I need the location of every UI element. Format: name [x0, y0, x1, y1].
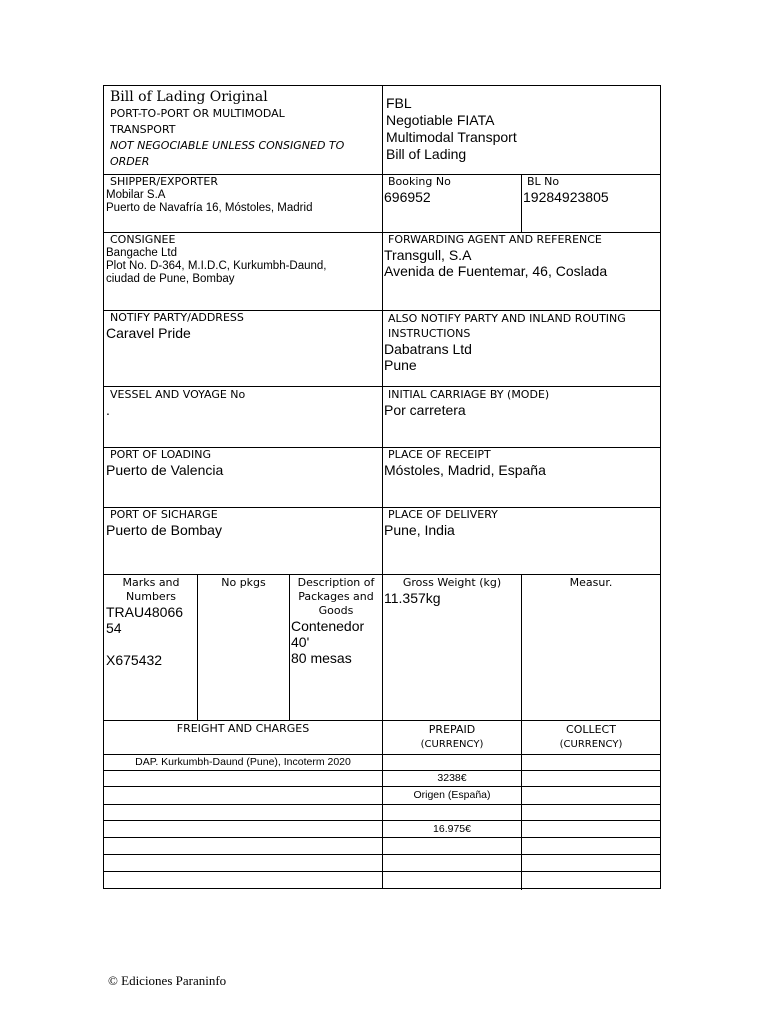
- freight-prepaid: 3238€: [437, 772, 467, 784]
- notify-label: NOTIFY PARTY/ADDRESS: [110, 311, 244, 324]
- booking-number: 696952: [384, 189, 431, 205]
- also-notify-cell: [384, 311, 658, 385]
- consignee-address: Plot No. D-364, M.I.D.C, Kurkumbh-Daund,: [106, 260, 327, 272]
- fbl-line: Negotiable FIATA: [386, 112, 495, 128]
- freight-row: [104, 805, 660, 820]
- consignee-address: ciudad de Pune, Bombay: [106, 273, 235, 285]
- description-label: Description of: [297, 576, 375, 589]
- freight-prepaid: 16.975€: [433, 823, 471, 835]
- marks-cell: [106, 576, 196, 719]
- collect-label: COLLECT: [566, 723, 616, 736]
- initial-carriage-label: INITIAL CARRIAGE BY (MODE): [388, 388, 550, 401]
- place-receipt-cell: [384, 448, 658, 506]
- port-discharge-cell: [106, 508, 380, 572]
- also-notify-label: ALSO NOTIFY PARTY AND INLAND ROUTING: [388, 312, 626, 325]
- measure-label: Measur.: [569, 576, 613, 589]
- row-divider: [104, 574, 660, 575]
- freight-charge: DAP. Kurkumbh-Daund (Pune), Incoterm 2020: [135, 756, 351, 768]
- transport-type-line: TRANSPORT: [110, 123, 176, 136]
- freight-row: [104, 855, 660, 871]
- forwarding-label: FORWARDING AGENT AND REFERENCE: [388, 233, 602, 246]
- vessel-value: .: [106, 402, 110, 418]
- fbl-line: FBL: [386, 95, 412, 111]
- transport-type-line: PORT-TO-PORT OR MULTIMODAL: [110, 107, 285, 120]
- marks-value: 54: [106, 620, 122, 636]
- place-receipt-label: PLACE OF RECEIPT: [388, 448, 491, 461]
- negotiability-notice: ORDER: [110, 155, 150, 168]
- document-title-block: [110, 88, 378, 174]
- gross-weight-cell: [384, 576, 520, 719]
- shipper-cell: [106, 175, 380, 231]
- port-loading-value: Puerto de Valencia: [106, 462, 224, 478]
- bl-cell: [523, 175, 659, 231]
- shipper-name: Mobilar S.A: [106, 189, 166, 201]
- marks-value: [106, 636, 196, 652]
- prepaid-header-cell: [384, 722, 520, 754]
- description-label: Packages and: [298, 590, 374, 603]
- collect-currency-label: (CURRENCY): [559, 739, 623, 750]
- bl-label: BL No: [527, 175, 560, 188]
- document-title: Bill of Lading Original: [110, 89, 268, 105]
- booking-cell: [384, 175, 520, 231]
- row-divider: [104, 386, 660, 387]
- consignee-name: Bangache Ltd: [106, 247, 177, 259]
- notify-cell: [106, 311, 380, 385]
- marks-value: X675432: [106, 652, 163, 668]
- shipper-label: SHIPPER/EXPORTER: [110, 175, 218, 188]
- consignee-cell: [106, 233, 380, 309]
- negotiability-notice: NOT NEGOCIABLE UNLESS CONSIGNED TO: [110, 139, 345, 152]
- freight-row: [104, 771, 660, 786]
- place-delivery-value: Pune, India: [384, 522, 455, 538]
- marks-label: Marks and: [122, 576, 180, 589]
- description-label: Goods: [318, 604, 354, 617]
- port-loading-cell: [106, 448, 380, 506]
- center-divider: [382, 86, 383, 720]
- initial-carriage-value: Por carretera: [384, 402, 466, 418]
- forwarding-cell: [384, 233, 658, 309]
- freight-row: [104, 755, 660, 770]
- port-loading-label: PORT OF LOADING: [110, 448, 212, 461]
- initial-carriage-cell: [384, 388, 658, 446]
- copyright-footer: © Ediciones Paraninfo: [108, 973, 227, 988]
- fbl-line: Multimodal Transport: [386, 129, 517, 145]
- booking-bl-divider: [521, 174, 522, 232]
- booking-label: Booking No: [388, 175, 451, 188]
- description-cell: [291, 576, 381, 719]
- measure-cell: [523, 576, 659, 719]
- pkgs-label: No pkgs: [221, 576, 266, 589]
- gross-weight-label: Gross Weight (kg): [402, 576, 502, 589]
- freight-label: FREIGHT AND CHARGES: [176, 722, 310, 735]
- freight-prepaid: Origen (España): [413, 789, 491, 801]
- description-value: Contenedor: [291, 618, 365, 634]
- pkgs-cell: [199, 576, 288, 719]
- shipper-address: Puerto de Navafría 16, Móstoles, Madrid: [106, 202, 313, 214]
- fbl-block: [386, 95, 656, 173]
- consignee-label: CONSIGNEE: [110, 233, 176, 246]
- also-notify-city: Pune: [384, 357, 417, 373]
- gross-weight-value: 11.357kg: [384, 590, 441, 606]
- freight-row: [104, 872, 660, 888]
- bill-of-lading-form: [103, 85, 661, 889]
- description-value: 40': [291, 634, 310, 650]
- collect-header-cell: [523, 722, 659, 754]
- place-delivery-cell: [384, 508, 658, 572]
- place-receipt-value: Móstoles, Madrid, España: [384, 462, 546, 478]
- forwarding-agent: Transgull, S.A: [384, 247, 472, 263]
- freight-row: [104, 787, 660, 804]
- vessel-cell: [106, 388, 380, 446]
- bl-number: 19284923805: [523, 189, 609, 205]
- also-notify-label: INSTRUCTIONS: [388, 327, 471, 340]
- freight-row: [104, 838, 660, 854]
- marks-label: Numbers: [126, 590, 176, 603]
- place-delivery-label: PLACE OF DELIVERY: [388, 508, 498, 521]
- freight-row: [104, 821, 660, 837]
- vessel-label: VESSEL AND VOYAGE No: [110, 388, 246, 401]
- port-discharge-value: Puerto de Bombay: [106, 522, 222, 538]
- forwarding-address: Avenida de Fuentemar, 46, Coslada: [384, 263, 608, 279]
- marks-value: TRAU48066: [106, 604, 184, 620]
- also-notify-party: Dabatrans Ltd: [384, 341, 472, 357]
- goods-divider: [289, 574, 290, 720]
- freight-label-cell: [106, 722, 380, 754]
- fbl-line: Bill of Lading: [386, 146, 467, 162]
- prepaid-label: PREPAID: [428, 723, 476, 736]
- prepaid-currency-label: (CURRENCY): [420, 739, 484, 750]
- goods-divider: [197, 574, 198, 720]
- notify-party: Caravel Pride: [106, 325, 191, 341]
- port-discharge-label: PORT OF SICHARGE: [110, 508, 218, 521]
- description-value: 80 mesas: [291, 650, 352, 666]
